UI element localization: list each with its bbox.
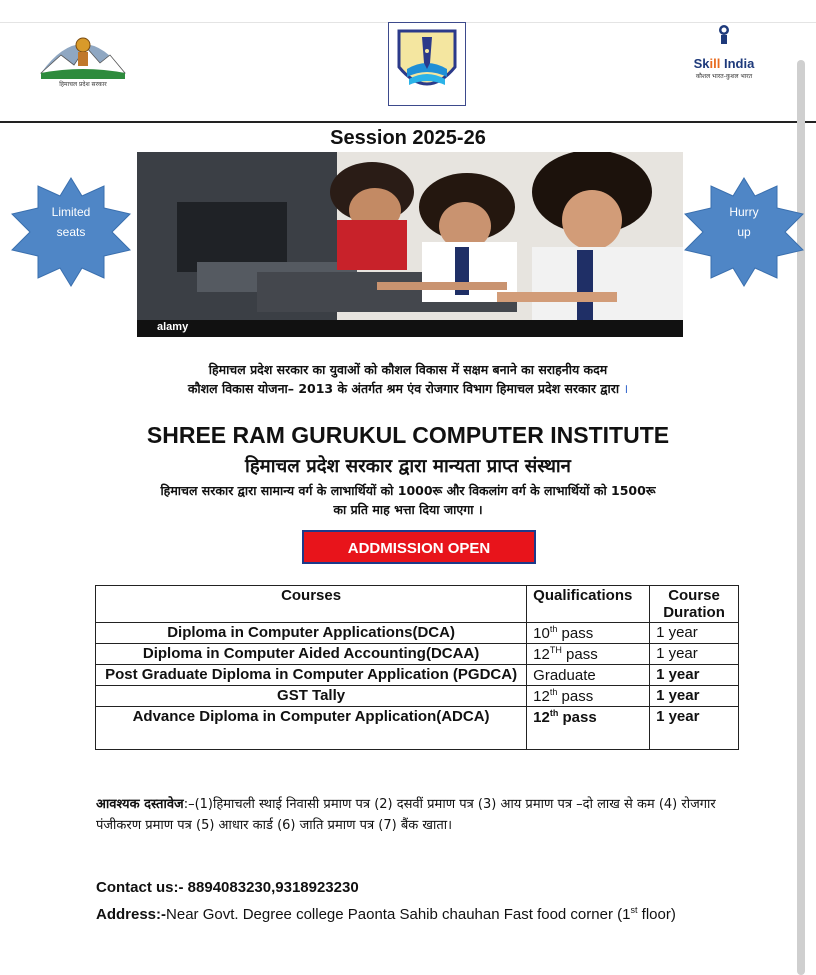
session-heading: Session 2025-26 — [330, 127, 486, 149]
table-row — [96, 644, 739, 665]
table-row — [96, 623, 739, 644]
photo-watermark-strip — [137, 320, 683, 337]
table-row — [96, 665, 739, 686]
left-logo-caption: हिमाचल प्रदेश सरकार — [59, 81, 107, 88]
limited-seats-text — [8, 202, 134, 242]
hurry-up-line2: up — [737, 225, 751, 239]
scheme-description — [0, 360, 816, 398]
course-name: GST Tally — [96, 686, 527, 707]
table-row — [96, 686, 739, 707]
students-photo-illustration — [137, 152, 683, 337]
contact-section — [96, 877, 746, 926]
course-name: Diploma in Computer Applications(DCA) — [96, 623, 527, 644]
students-photo — [137, 152, 683, 337]
institute-recognition: हिमाचल प्रदेश सरकार द्वारा मान्यता प्राप्त संस्थान — [245, 456, 571, 477]
course-duration: 1 year — [650, 665, 739, 686]
allowance-line1: हिमाचल सरकार द्वारा सामान्य वर्ग के लाभार्थियों को 1000रू और विकलांग वर्ग के लाभार्थियों को 1500रू — [160, 483, 656, 498]
table-row — [96, 707, 739, 750]
course-name: Post Graduate Diploma in Computer Application (PGDCA) — [96, 665, 527, 686]
scheme-line2: कौशल विकास योजना– 2013 के अंतर्गत श्रम एंव रोजगार विभाग हिमाचल प्रदेश सरकार द्वारा । — [187, 381, 629, 396]
skill-india-figure-icon — [716, 24, 732, 46]
header-divider — [0, 121, 816, 123]
course-name: Advance Diploma in Computer Application(ADCA) — [96, 707, 527, 750]
course-qualification: 10th pass — [527, 623, 650, 644]
hurry-up-line1: Hurry — [729, 205, 759, 219]
course-duration: 1 year — [650, 644, 739, 665]
contact-address: Address:-Near Govt. Degree college Paonta Sahib chauhan Fast food corner (1st floor) — [96, 905, 676, 923]
contact-phones: Contact us:- 8894083230,9318923230 — [96, 879, 359, 896]
course-duration: 1 year — [650, 686, 739, 707]
course-qualification: 12TH pass — [527, 644, 650, 665]
limited-seats-line1: Limited — [51, 205, 91, 219]
institute-emblem-logo — [388, 22, 466, 106]
documents-list: :–(1)हिमाचली स्थाई निवासी प्रमाण पत्र (2) दसवीं प्रमाण पत्र (3) आय प्रमाण पत्र –दो लाख से कम (4) रोजगार पंजीकरण प्रमाण पत्र (5) आधार कार्ड (6) जाति प्रमाण पत्र (7) बैंक खाता। — [96, 797, 716, 833]
skill-india-title: Skill India — [693, 56, 755, 71]
documents-label: आवश्यक दस्तावेज — [96, 797, 184, 812]
courses-table — [95, 585, 739, 750]
header-qualifications: Qualifications — [527, 586, 650, 623]
course-qualification: Graduate — [527, 665, 650, 686]
course-qualification: 12th pass — [527, 686, 650, 707]
course-qualification: 12th pass — [527, 707, 650, 750]
skill-india-logo — [684, 24, 764, 88]
allowance-notice — [60, 481, 756, 519]
allowance-line2: का प्रति माह भत्ता दिया जाएगा । — [333, 502, 483, 517]
limited-seats-line2: seats — [56, 225, 86, 239]
required-documents — [96, 794, 736, 836]
institute-name: SHREE RAM GURUKUL COMPUTER INSTITUTE — [146, 422, 670, 448]
course-name: Diploma in Computer Aided Accounting(DCAA) — [96, 644, 527, 665]
header-courses: Courses — [96, 586, 527, 623]
course-duration: 1 year — [650, 623, 739, 644]
scheme-line1: हिमाचल प्रदेश सरकार का युवाओं को कौशल विकास में सक्षम बनाने का सराहनीय कदम — [208, 362, 608, 377]
course-duration: 1 year — [650, 707, 739, 750]
header-duration: Course Duration — [650, 586, 739, 623]
table-header-row — [96, 586, 739, 623]
admission-open-button[interactable]: ADDMISSION OPEN — [302, 530, 536, 564]
skill-india-subtitle: कौशल भारत-कुशल भारत — [695, 73, 753, 80]
hurry-up-text — [681, 202, 807, 242]
photo-watermark: alamy — [157, 321, 189, 333]
